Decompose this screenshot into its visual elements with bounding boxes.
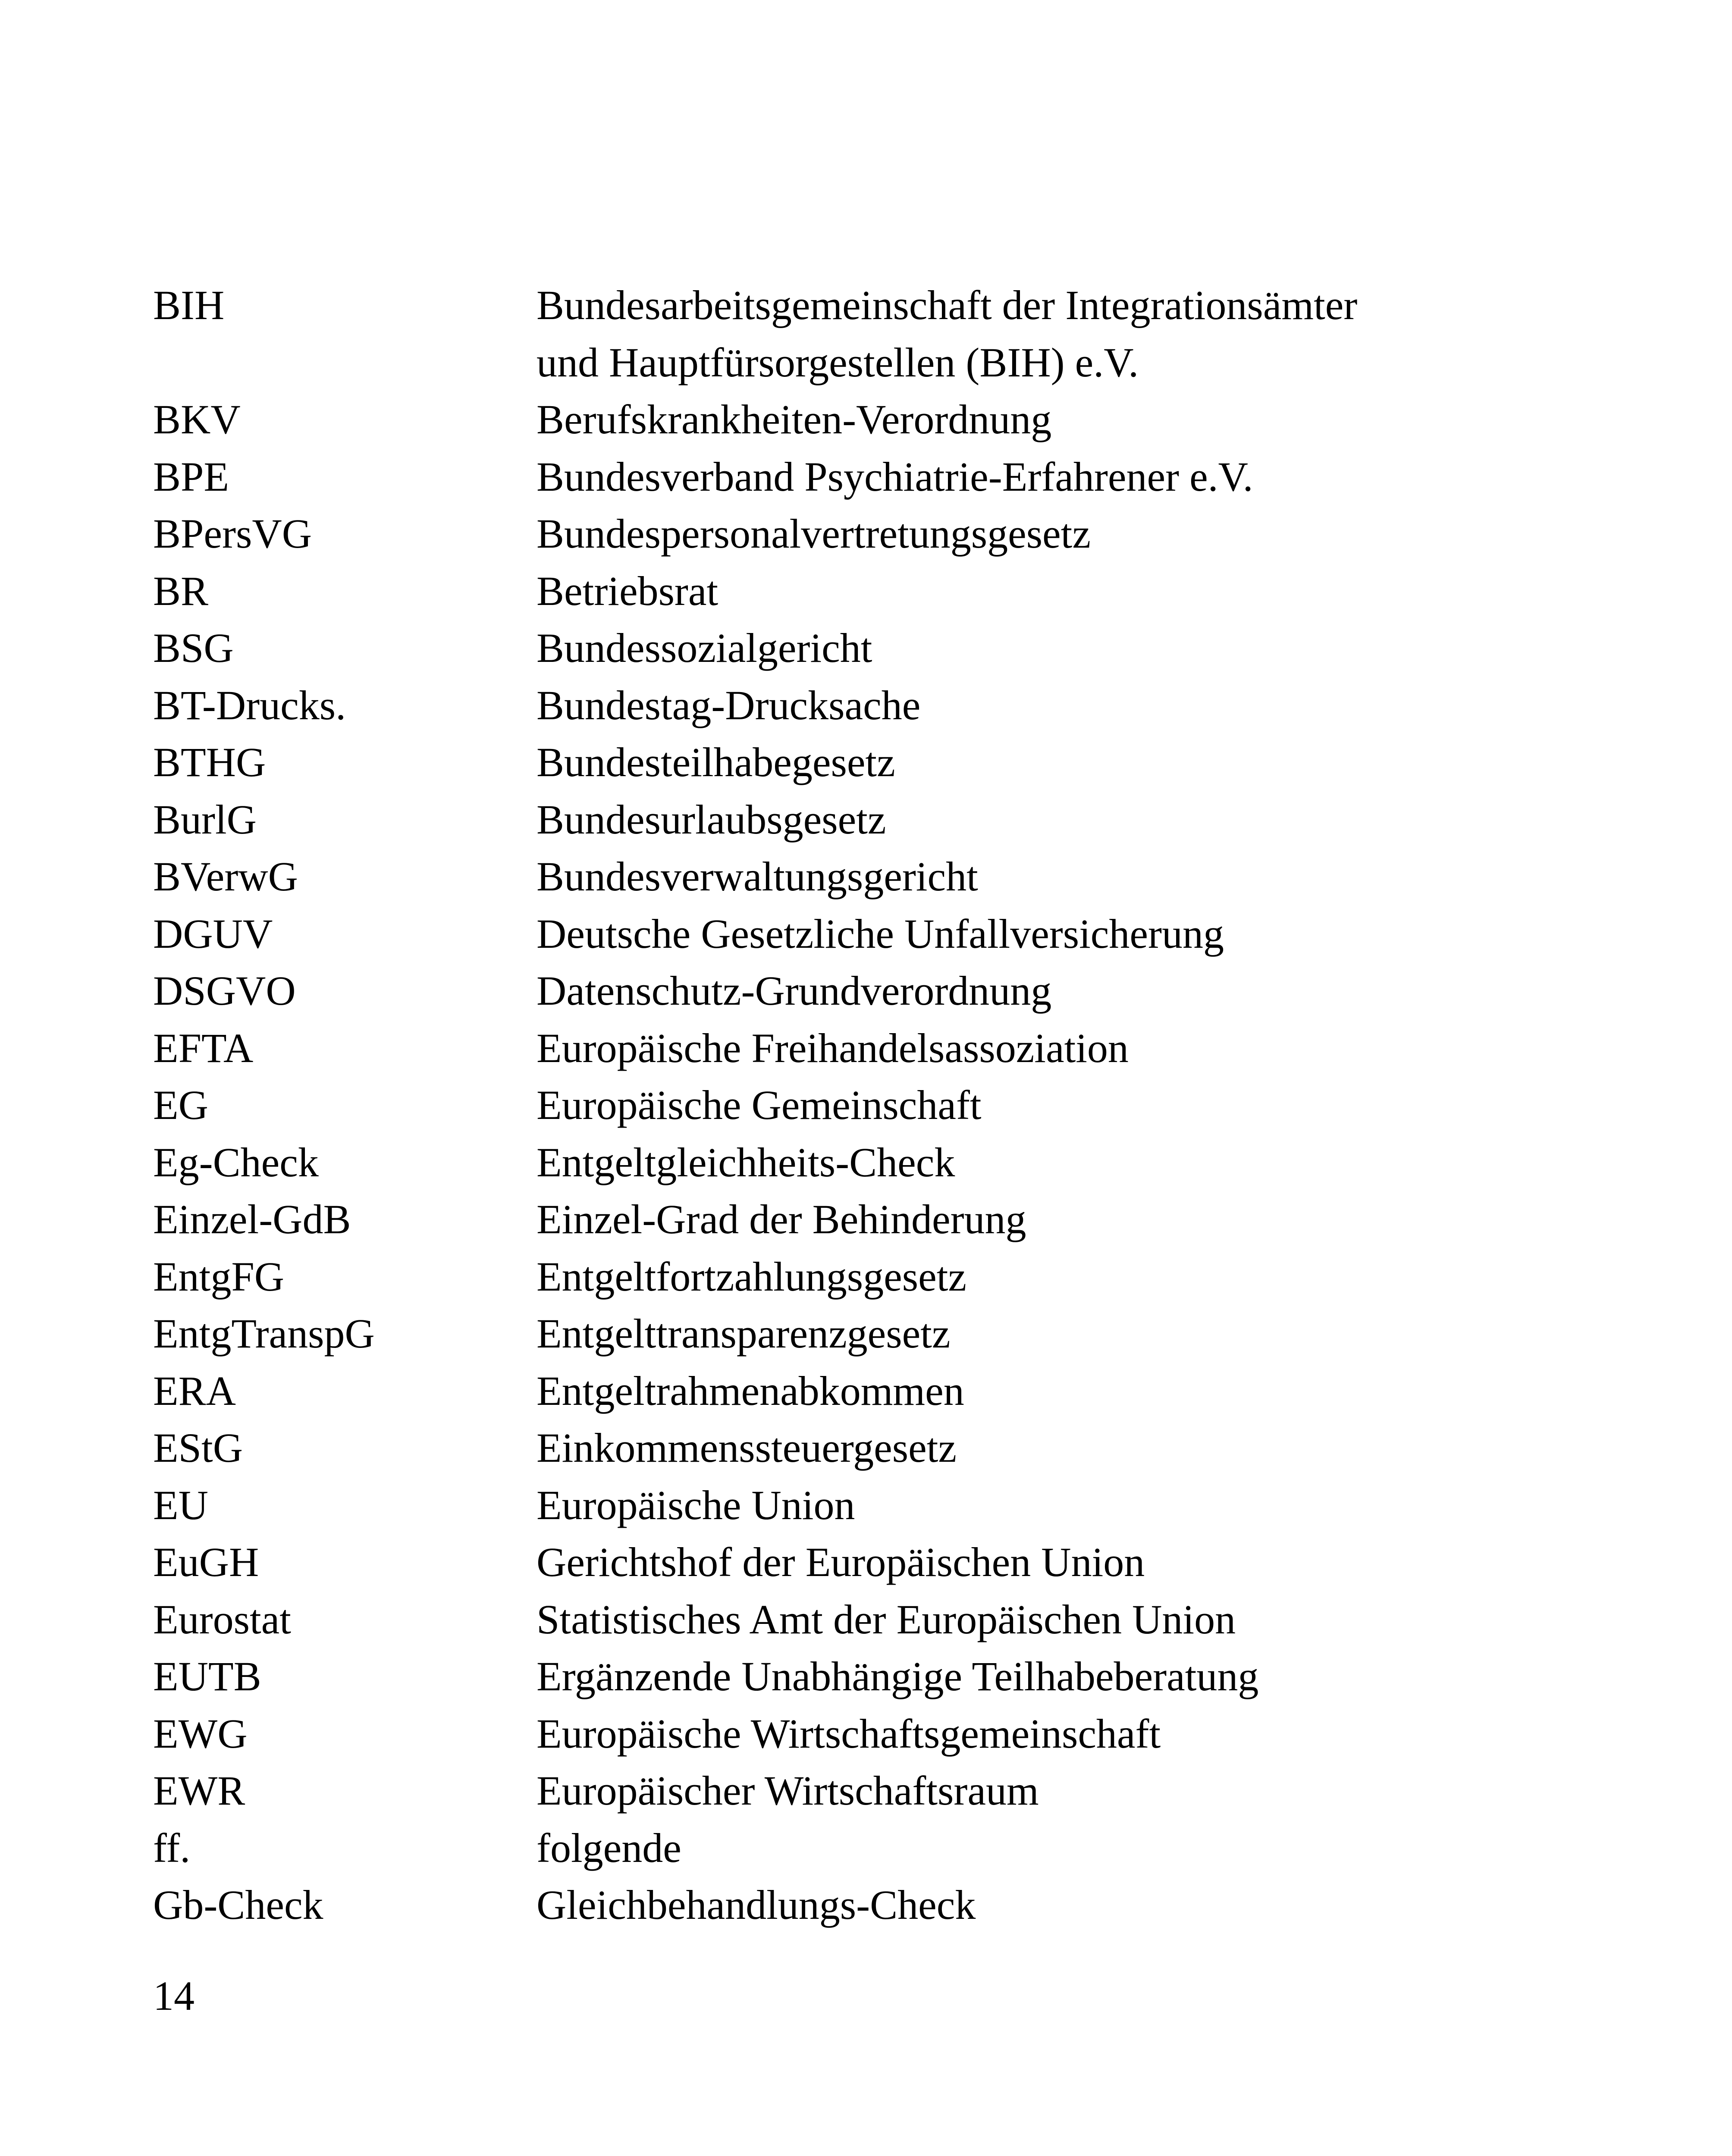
abbreviation-row — [153, 505, 1619, 563]
abbreviation-row — [153, 1363, 1619, 1420]
abbreviation-definition — [537, 1191, 1619, 1248]
abbreviation-row — [153, 1191, 1619, 1248]
abbreviation-row — [153, 1705, 1619, 1763]
abbreviation-definition — [537, 734, 1619, 791]
abbreviation-row — [153, 1248, 1619, 1306]
abbreviation-row — [153, 1534, 1619, 1591]
abbreviation-term: ERA — [153, 1367, 236, 1414]
definition-line: Bundesteilhabegesetz — [537, 739, 895, 785]
abbreviation-term: BR — [153, 567, 209, 614]
abbreviation-term: BPE — [153, 453, 229, 500]
abbreviation-term: EuGH — [153, 1539, 259, 1585]
definition-line: Deutsche Gesetzliche Unfallversicherung — [537, 910, 1224, 957]
abbreviation-definition — [537, 1591, 1619, 1648]
abbreviation-term: BTHG — [153, 739, 266, 785]
abbreviation-term: BVerwG — [153, 853, 298, 899]
abbreviation-definition — [537, 677, 1619, 734]
abbreviation-definition — [537, 1477, 1619, 1534]
abbreviation-term: DSGVO — [153, 968, 296, 1014]
abbreviation-term: EG — [153, 1082, 208, 1128]
abbreviation-definition — [537, 1877, 1619, 1934]
abbreviation-list — [153, 277, 1619, 1934]
definition-line: folgende — [537, 1824, 681, 1871]
abbreviation-term: Einzel-GdB — [153, 1196, 351, 1242]
definition-line: Entgeltrahmenabkommen — [537, 1367, 964, 1414]
definition-line: Europäische Wirtschaftsgemeinschaft — [537, 1710, 1161, 1757]
definition-line: Bundesurlaubsgesetz — [537, 796, 886, 843]
abbreviation-row — [153, 848, 1619, 906]
abbreviation-row — [153, 1477, 1619, 1534]
abbreviation-definition — [537, 1762, 1619, 1820]
abbreviation-term: BIH — [153, 282, 225, 328]
abbreviation-definition — [537, 1248, 1619, 1306]
abbreviation-definition — [537, 962, 1619, 1020]
definition-line: Bundessozialgericht — [537, 625, 872, 671]
definition-line: Bundestag-Drucksache — [537, 682, 921, 728]
abbreviation-row — [153, 563, 1619, 620]
abbreviation-term: BurlG — [153, 796, 257, 843]
abbreviation-term: BT-Drucks. — [153, 682, 346, 728]
abbreviation-term: EFTA — [153, 1025, 254, 1071]
abbreviation-row — [153, 734, 1619, 791]
abbreviation-term: Eurostat — [153, 1596, 291, 1642]
abbreviation-row — [153, 906, 1619, 963]
abbreviation-row — [153, 1305, 1619, 1363]
abbreviation-row — [153, 1762, 1619, 1820]
abbreviation-row — [153, 962, 1619, 1020]
definition-line: und Hauptfürsorgestellen (BIH) e.V. — [537, 339, 1139, 385]
definition-line: Bundesverband Psychiatrie-Erfahrener e.V. — [537, 453, 1253, 500]
abbreviation-row — [153, 448, 1619, 506]
page-number: 14 — [153, 1973, 195, 2019]
abbreviation-term: Eg-Check — [153, 1139, 319, 1185]
abbreviation-term: EStG — [153, 1425, 243, 1471]
abbreviation-term: EntgTranspG — [153, 1310, 375, 1357]
abbreviation-row — [153, 1591, 1619, 1648]
abbreviation-definition — [537, 906, 1619, 963]
definition-line: Berufskrankheiten-Verordnung — [537, 396, 1052, 442]
definition-line: Betriebsrat — [537, 567, 719, 614]
abbreviation-row — [153, 1877, 1619, 1934]
abbreviation-definition — [537, 505, 1619, 563]
abbreviation-definition — [537, 1134, 1619, 1191]
abbreviation-definition — [537, 277, 1619, 391]
abbreviation-term: EU — [153, 1482, 208, 1528]
abbreviation-row — [153, 620, 1619, 677]
abbreviation-definition — [537, 1077, 1619, 1134]
abbreviation-definition — [537, 563, 1619, 620]
abbreviation-row — [153, 1648, 1619, 1705]
abbreviation-term: DGUV — [153, 910, 273, 957]
abbreviation-definition — [537, 1020, 1619, 1077]
definition-line: Bundesarbeitsgemeinschaft der Integrationsämter — [537, 282, 1358, 328]
abbreviation-definition — [537, 848, 1619, 906]
definition-line: Ergänzende Unabhängige Teilhabeberatung — [537, 1653, 1259, 1699]
definition-line: Entgelttransparenzgesetz — [537, 1310, 951, 1357]
abbreviation-row — [153, 677, 1619, 734]
abbreviation-term: BSG — [153, 625, 234, 671]
definition-line: Einkommenssteuergesetz — [537, 1425, 957, 1471]
abbreviation-term: BKV — [153, 396, 241, 442]
abbreviation-definition — [537, 791, 1619, 849]
abbreviation-definition — [537, 1705, 1619, 1763]
definition-line: Entgeltfortzahlungsgesetz — [537, 1253, 966, 1300]
abbreviation-term: EntgFG — [153, 1253, 285, 1300]
abbreviation-definition — [537, 620, 1619, 677]
abbreviation-row — [153, 1134, 1619, 1191]
abbreviation-row — [153, 391, 1619, 448]
abbreviation-definition — [537, 448, 1619, 506]
abbreviation-row — [153, 791, 1619, 849]
definition-line: Einzel-Grad der Behinderung — [537, 1196, 1026, 1242]
definition-line: Europäischer Wirtschaftsraum — [537, 1767, 1039, 1814]
definition-line: Europäische Gemeinschaft — [537, 1082, 982, 1128]
abbreviation-term: ff. — [153, 1824, 191, 1871]
definition-line: Statistisches Amt der Europäischen Union — [537, 1596, 1236, 1642]
abbreviation-row — [153, 277, 1619, 391]
abbreviation-definition — [537, 391, 1619, 448]
definition-line: Entgeltgleichheits-Check — [537, 1139, 955, 1185]
abbreviation-row — [153, 1020, 1619, 1077]
abbreviation-row — [153, 1420, 1619, 1477]
definition-line: Gleichbehandlungs-Check — [537, 1882, 976, 1928]
abbreviation-definition — [537, 1420, 1619, 1477]
abbreviation-term: EWR — [153, 1767, 245, 1814]
definition-line: Europäische Freihandelsassoziation — [537, 1025, 1129, 1071]
abbreviation-definition — [537, 1305, 1619, 1363]
definition-line: Gerichtshof der Europäischen Union — [537, 1539, 1145, 1585]
abbreviation-definition — [537, 1648, 1619, 1705]
abbreviation-row — [153, 1077, 1619, 1134]
abbreviation-term: EWG — [153, 1710, 248, 1757]
abbreviation-definition — [537, 1820, 1619, 1877]
abbreviation-term: Gb-Check — [153, 1882, 323, 1928]
definition-line: Europäische Union — [537, 1482, 855, 1528]
abbreviation-term: EUTB — [153, 1653, 261, 1699]
definition-line: Bundespersonalvertretungsgesetz — [537, 511, 1091, 557]
abbreviation-definition — [537, 1534, 1619, 1591]
definition-line: Bundesverwaltungsgericht — [537, 853, 978, 899]
abbreviation-row — [153, 1820, 1619, 1877]
abbreviation-definition — [537, 1363, 1619, 1420]
definition-line: Datenschutz-Grundverordnung — [537, 968, 1052, 1014]
abbreviation-term: BPersVG — [153, 511, 312, 557]
